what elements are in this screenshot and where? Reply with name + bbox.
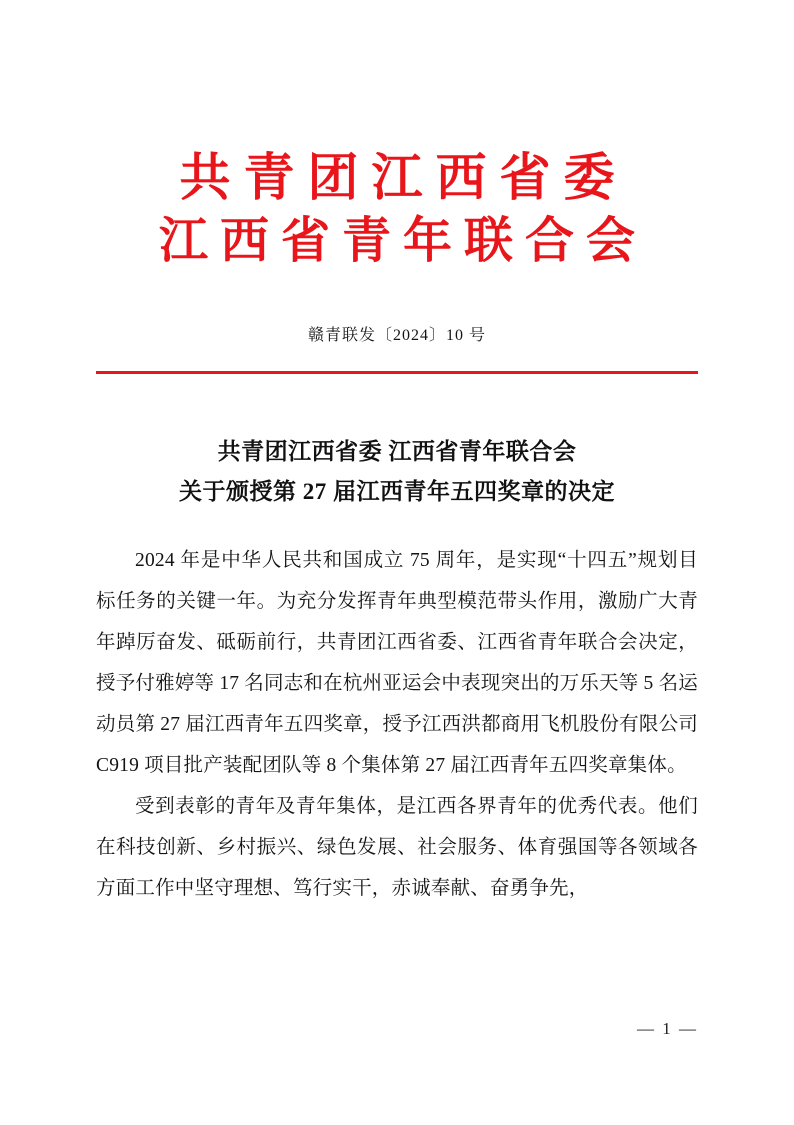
document-number: 赣青联发〔2024〕10 号	[307, 327, 486, 344]
masthead	[96, 0, 698, 272]
page-title	[96, 432, 698, 512]
masthead-line-1: 共青团江西省委	[179, 151, 628, 207]
body-paragraph: 2024 年是中华人民共和国成立 75 周年，是实现“十四五”规划目标任务的关键一年。为充分发挥青年典型模范带头作用，激励广大青年踔厉奋发、砥砺前行，共青团江西省委、江西省青年联合会决定，授予付雅婷等 17 名同志和在杭州亚运会中表现突出的万乐天等 5 名运动员第 27 届江西青年五四奖章，授予江西洪都商用飞机股份有限公司 C919 项目批产装配团队等 8 个集体第 27 届江西青年五四奖章集体。	[96, 550, 698, 776]
document-body	[96, 540, 698, 909]
masthead-line-2: 江西省青年联合会	[158, 213, 647, 268]
page-number: — 1 —	[637, 1019, 698, 1038]
body-paragraph: 受到表彰的青年及青年集体，是江西各界青年的优秀代表。他们在科技创新、乡村振兴、绿色发展、社会服务、体育强国等各领域各方面工作中坚守理想、笃行实干，赤诚奉献、奋勇争先，	[96, 796, 698, 899]
red-separator-rule	[96, 371, 698, 374]
page-title-line-2: 关于颁授第 27 届江西青年五四奖章的决定	[179, 479, 615, 504]
page-title-line-1: 共青团江西省委 江西省青年联合会	[217, 439, 577, 464]
